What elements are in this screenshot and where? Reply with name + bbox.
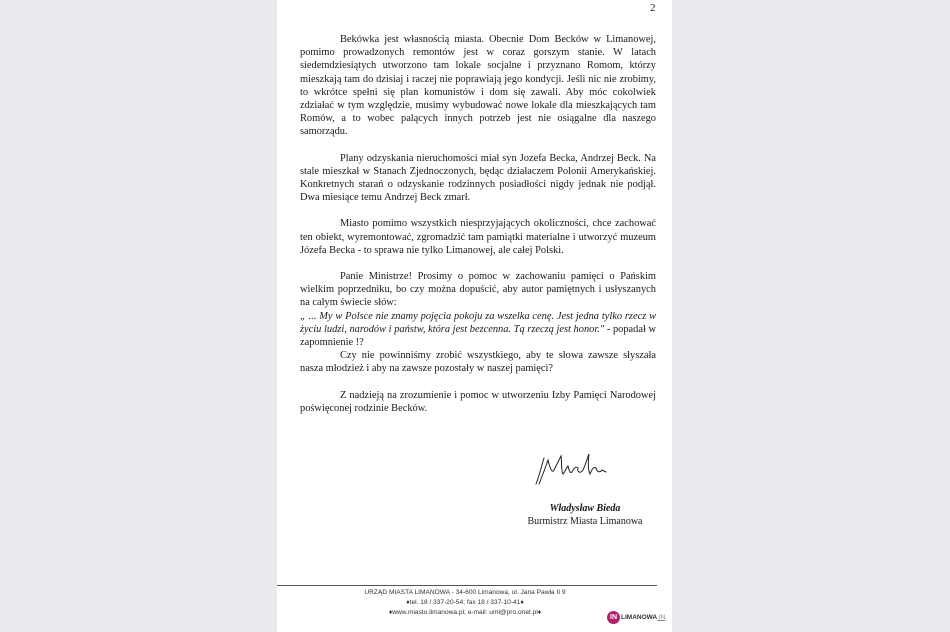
limanowa-logo-icon: IN xyxy=(607,611,620,624)
paragraph-2: Plany odzyskania nieruchomości miał syn Jozefa Becka, Andrzej Beck. Na stale mieszkał w Stanach Zjednoczonych, będąc działaczem Polonii Amerykańskiej. Konkretnych starań o odzyskanie rodzinnych posiadłości nigdy jednak nie podjął. Dwa miesiące temu Andrzej Beck zmarł. xyxy=(300,152,656,204)
page-number: 2 xyxy=(650,2,656,14)
paragraph-4: Panie Ministrze! Prosimy o pomoc w zachowaniu pamięci o Pańskim wielkim poprzedniku, bo czy można dopuścić, aby autor pamiętnych i usłyszanych na całym świecie słów: xyxy=(300,271,656,309)
footer-web-email: ♦www.miasto.limanowa.pl; e-mail: uml@pro.onet.pl♦ xyxy=(388,609,542,616)
paragraph-3: Miasto pomimo wszystkich niesprzyjających okoliczności, chce zachować ten obiekt, wyremontować, zgromadzić tam pamiątki materialne i utworzyć muzeum Józefa Becka - to sprawa nie tylko Limanowej, ale całej Polski. xyxy=(300,218,656,256)
footer-divider xyxy=(277,585,657,586)
footer-phone: ♦tel. 18 / 337-20-54; fax 18 / 337-10-41♦ xyxy=(406,599,524,606)
paragraph-1: Bekówka jest własnością miasta. Obecnie Dom Becków w Limanowej, pomimo prowadzonych remontów jest w coraz gorszym stanie. W latach siedemdziesiątych utworzono tam lokale socjalne i przyznano Romom, którzy mieszkają tam do dzisiaj i raczej nie poprawiają jego kondycji. Jeśli nic nie zrobimy, to wkrótce spełni się plan komunistów i dom się zawali. Aby móc cokolwiek zdziałać w tym względzie, musimy wybudować nowe lokale dla mieszkających tam Romów, a to wobec palących innych potrzeb jest nie osiągalne dla naszego samorządu. xyxy=(300,34,656,138)
limanowa-logo-text xyxy=(621,614,665,621)
signatory-title: Burmistrz Miasta Limanowa xyxy=(527,516,643,527)
quote-tail: - popadał w zapomnienie !? xyxy=(300,323,656,349)
letter-body xyxy=(300,33,656,428)
letterhead-footer xyxy=(300,588,630,618)
closing-paragraph: Z nadzieją na zrozumienie i pomoc w utworzeniu Izby Pamięci Narodowej poświęconej rodzinie Becków. xyxy=(300,389,656,414)
footer-address: URZĄD MIASTA LIMANOWA - 34-600 Limanowa, ul. Jana Pawła II 9 xyxy=(364,589,566,596)
handwritten-signature xyxy=(530,448,620,488)
limanowa-in-watermark xyxy=(607,610,665,624)
logo-suffix: .IN xyxy=(657,613,666,621)
paragraph-5: Czy nie powinniśmy zrobić wszystkiego, aby te słowa zawsze słyszała nasza młodzież i aby na zawsze pozostały w naszej pamięci? xyxy=(300,350,656,375)
quote-block xyxy=(300,310,656,350)
signatory-name: Władysław Bieda xyxy=(549,503,621,514)
logo-word: LIMANOWA xyxy=(621,613,658,621)
quote-text: „ ... My w Polsce nie znamy pojęcia pokoju za wszelka cenę. Jest jedna tylko rzecz w życiu ludzi, narodów i państw, która jest bezcenna. Tą rzeczą jest honor." xyxy=(300,310,656,335)
